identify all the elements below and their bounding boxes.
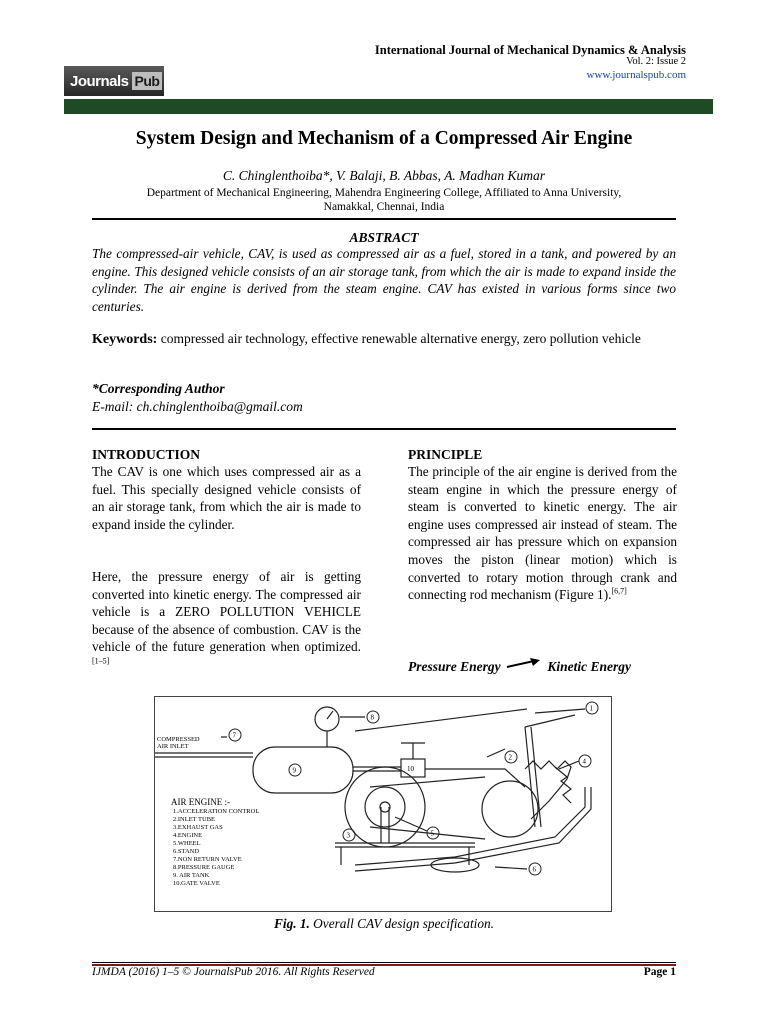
header-bar	[64, 99, 713, 114]
principle-ref: [6,7]	[611, 586, 627, 596]
introduction-heading: INTRODUCTION	[92, 447, 201, 462]
legend-item: 6.STAND	[173, 848, 200, 855]
journal-name: International Journal of Mechanical Dynamics & Analysis	[374, 43, 686, 57]
callout-number: 3	[346, 831, 350, 840]
callout-number: 8	[370, 713, 374, 722]
paper-title: System Design and Mechanism of a Compressed Air Engine	[135, 128, 633, 149]
engine-shape	[482, 781, 538, 837]
callout-number: 4	[582, 757, 586, 766]
corresponding-author-heading: *Corresponding Author	[92, 381, 225, 396]
footer-rule	[92, 962, 676, 963]
callout-number: 9	[292, 766, 296, 775]
legend-item: 2.INLET TUBE	[173, 816, 216, 823]
keywords-text: compressed air technology, effective renewable alternative energy, zero pollution vehicle	[157, 331, 641, 346]
affiliation-line-1: Department of Mechanical Engineering, Mahendra Engineering College, Affiliated to Anna University,	[146, 187, 622, 199]
abstract-bottom-rule	[92, 428, 676, 430]
introduction-para-2-text: Here, the pressure energy of air is getting converted into kinetic energy. The compressed air vehicle is a ZERO POLLUTION VEHICLE because of the absence of combustion. CAV is the vehicle of the future generation when optimized.	[92, 569, 361, 655]
affiliation-line-2: Namakkal, Chennai, India	[323, 201, 445, 213]
principle-para-text: The principle of the air engine is derived from the steam engine in which the pressure energy of steam is converted to kinetic energy. The air engine uses compressed air instead of steam. The compressed air has pressure which on expansion moves the piston (linear motion) which is converted to rotary motion through crank and connecting rod mechanism (Figure 1).	[408, 464, 677, 603]
figure-caption	[64, 916, 704, 932]
logo-main-text: Journals	[70, 72, 129, 90]
introduction-para-1: The CAV is one which uses compressed air as a fuel. This specially designed vehicle consists of an air storage tank, from which the air is made to expand inside the cylinder.	[92, 464, 361, 532]
energy-from: Pressure Energy	[408, 659, 501, 674]
figure-1-cav-diagram	[154, 696, 612, 912]
journal-url-link[interactable]: www.journalspub.com	[586, 69, 686, 81]
legend-item: 7.NON RETURN VALVE	[173, 856, 242, 863]
legend-item: 9. AIR TANK	[173, 872, 210, 879]
paper-authors: C. Chinglenthoiba*, V. Balaji, B. Abbas, A. Madhan Kumar	[222, 168, 546, 183]
abstract-heading: ABSTRACT	[349, 230, 419, 245]
figure-caption-text: Overall CAV design specification.	[309, 916, 494, 931]
legend-item: 4.ENGINE	[173, 832, 203, 839]
inlet-label-1: COMPRESSED	[157, 736, 200, 743]
air-tank-shape	[253, 747, 353, 793]
callout-number: 7	[232, 731, 236, 740]
journalspub-logo	[64, 66, 164, 96]
footer-page-number: Page 1	[643, 966, 676, 978]
energy-to: Kinetic Energy	[547, 659, 632, 674]
principle-para	[408, 463, 677, 604]
callout-number: 5	[430, 829, 434, 838]
callout-number: 2	[508, 753, 512, 762]
energy-conversion	[408, 658, 678, 675]
journal-volume: Vol. 2: Issue 2	[626, 56, 686, 67]
callout-number: 10	[407, 765, 414, 773]
abstract-text: The compressed-air vehicle, CAV, is used as compressed air as a fuel, stored in a tank, and powered by an engine. This designed vehicle consists of an air storage tank, from which the air is made to expand inside the cylinder. The air engine is derived from the steam engine. CAV has existed in various forms since two centuries.	[92, 246, 676, 314]
legend-item: 8.PRESSURE GAUGE	[173, 864, 235, 871]
callout-number: 6	[532, 865, 536, 874]
wheel-shape	[345, 767, 425, 847]
introduction-ref: [1–5]	[92, 656, 110, 666]
keywords-label: Keywords:	[92, 332, 158, 347]
keywords	[92, 330, 676, 349]
introduction-para-2	[92, 568, 361, 674]
legend-title: AIR ENGINE :-	[171, 797, 230, 807]
legend-item: 10.GATE VALVE	[173, 880, 220, 887]
legend-item: 3.EXHAUST GAS	[173, 824, 223, 831]
legend-item: 5.WHEEL	[173, 840, 201, 847]
footer-copyright: IJMDA (2016) 1–5 © JournalsPub 2016. All Rights Reserved	[92, 966, 375, 978]
inlet-label-2: AIR INLET	[157, 743, 189, 750]
abstract-top-rule	[92, 218, 676, 220]
logo-sub-text: Pub	[132, 72, 163, 90]
principle-heading: PRINCIPLE	[408, 447, 483, 462]
cav-diagram-svg	[155, 697, 611, 911]
corresponding-author-email[interactable]: E-mail: ch.chinglenthoiba@gmail.com	[92, 399, 303, 414]
paper-affiliation	[100, 186, 668, 214]
figure-caption-label: Fig. 1.	[274, 916, 310, 931]
legend-item: 1.ACCELERATION CONTROL	[173, 808, 260, 815]
arrow-right-icon	[506, 658, 542, 672]
callout-number: 1	[589, 704, 593, 713]
